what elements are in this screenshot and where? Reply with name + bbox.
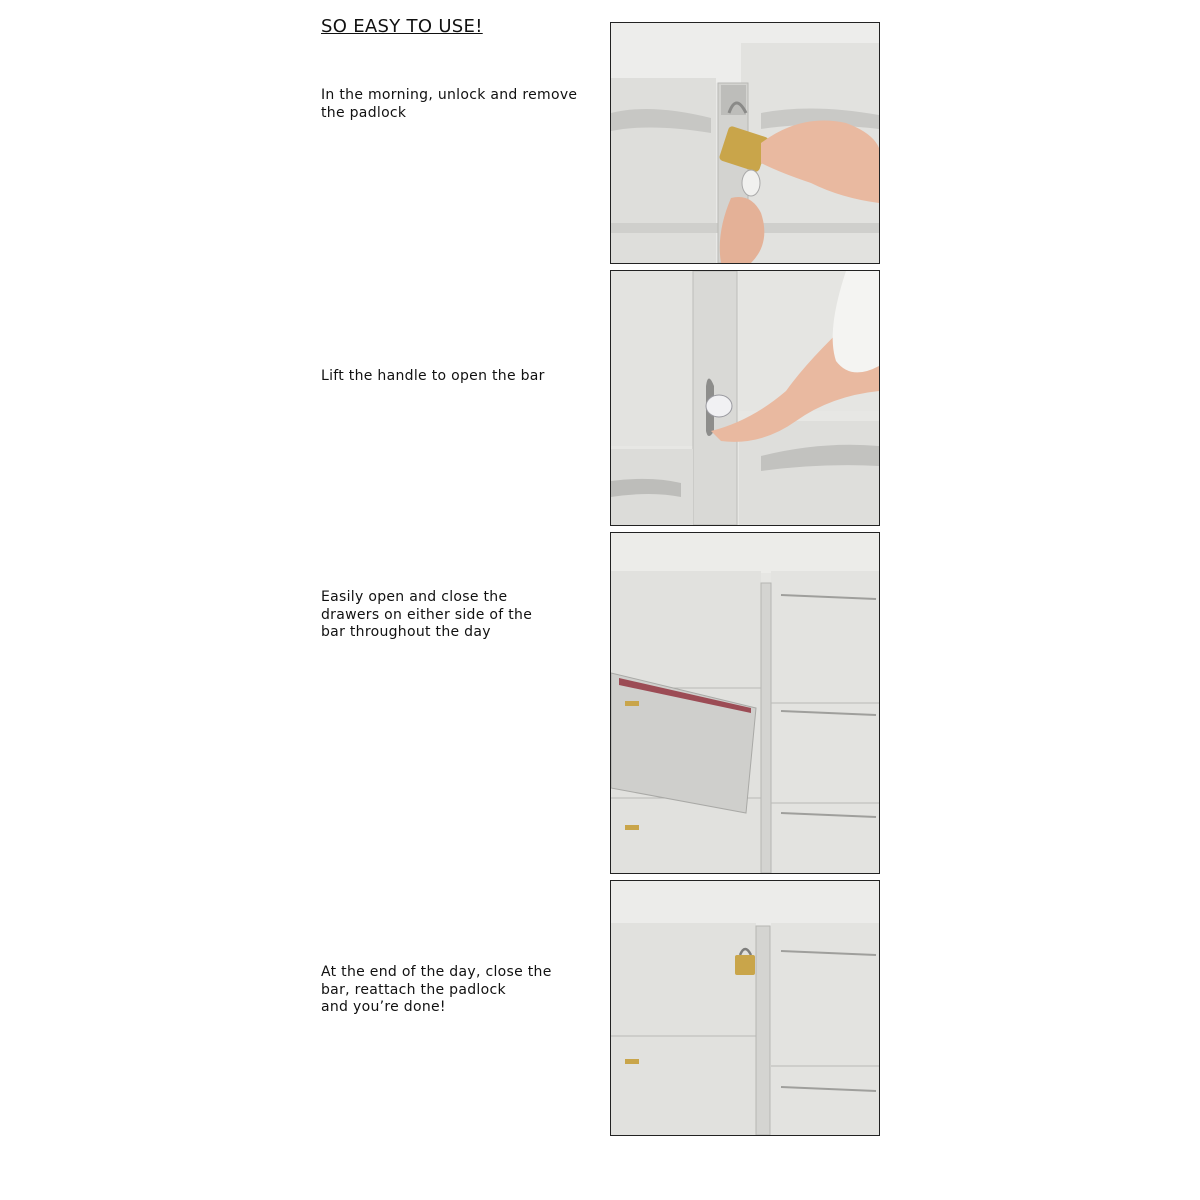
- step-2-photo: [610, 270, 880, 526]
- step-4-photo: [610, 880, 880, 1136]
- step-1-text: In the morning, unlock and remove the padlock: [321, 87, 578, 121]
- step-2-text: Lift the handle to open the bar: [321, 368, 545, 384]
- page-title: SO EASY TO USE!: [321, 16, 483, 37]
- step-3-text: Easily open and close the drawers on either side of the bar throughout the day: [321, 589, 533, 640]
- step-1-photo: [610, 22, 880, 264]
- step-4-text: At the end of the day, close the bar, reattach the padlock and you’re done!: [321, 964, 552, 1015]
- step-3-photo: [610, 532, 880, 874]
